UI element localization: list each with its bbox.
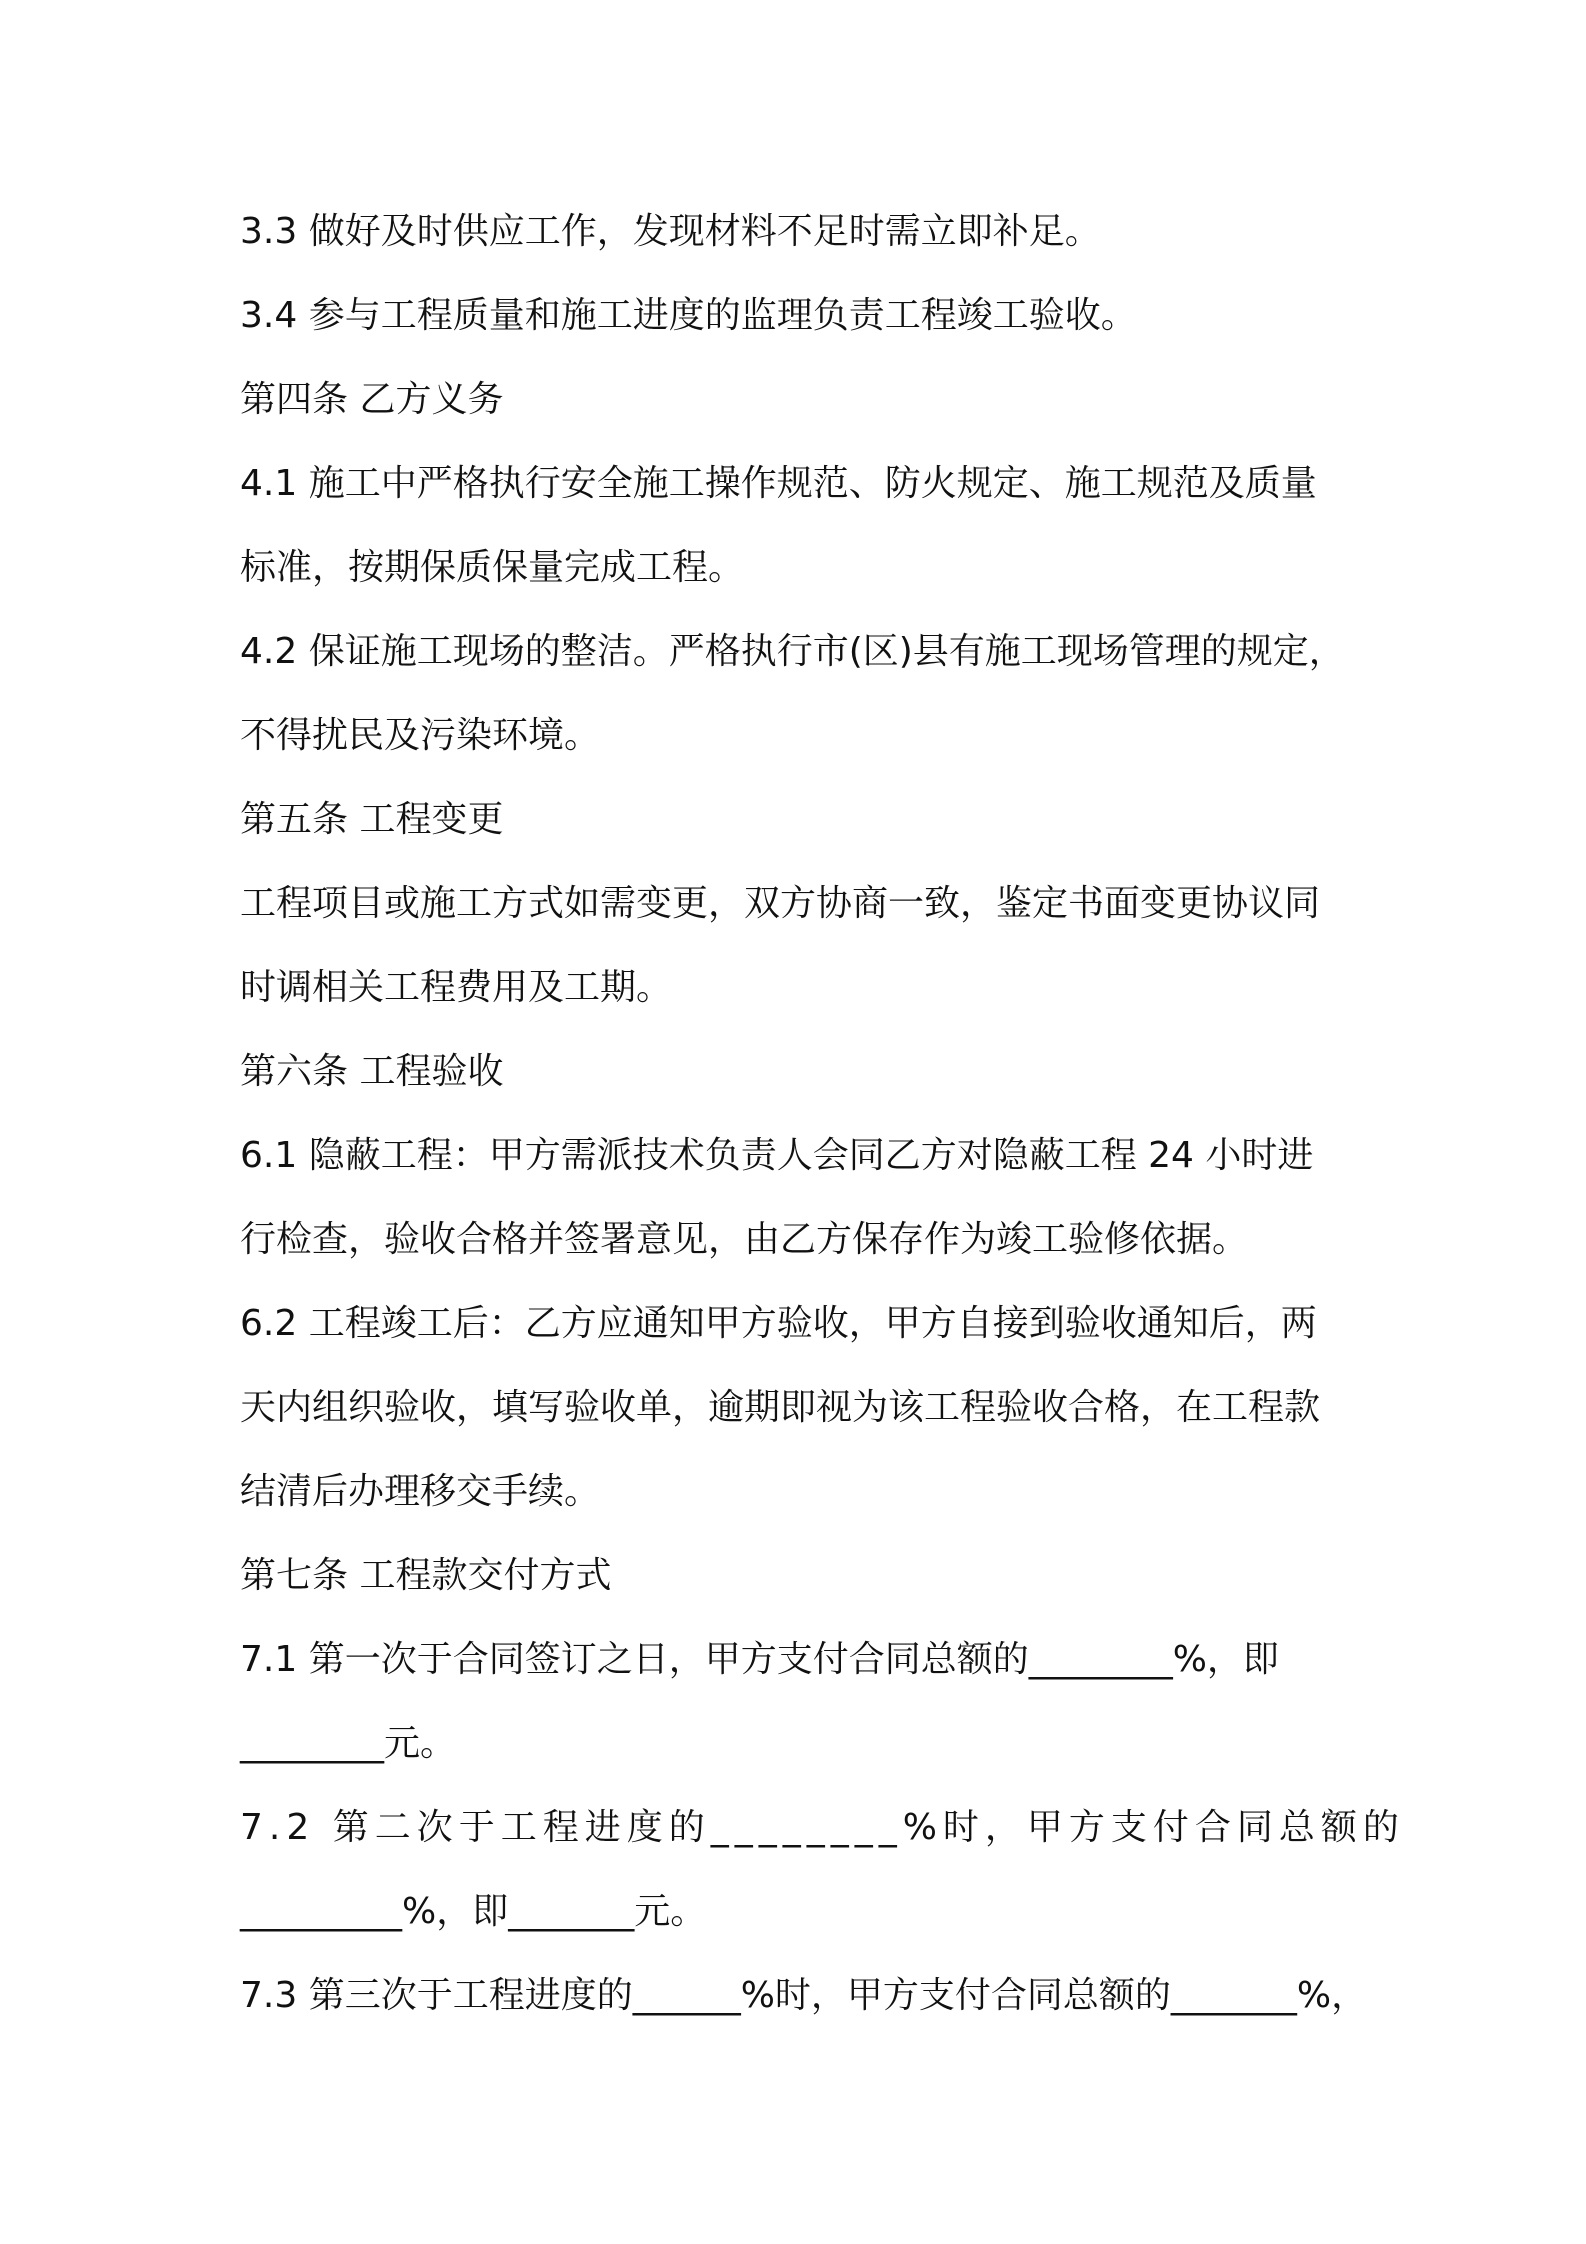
clause-7-1-line-2: ________元。: [240, 1723, 457, 1764]
article-7-heading: 第七条 工程款交付方式: [240, 1555, 612, 1596]
clause-7-2-line-2: _________%，即_______元。: [240, 1891, 707, 1932]
clause-6-2-line-3: 结清后办理移交手续。: [240, 1471, 601, 1512]
clause-7-3-line-1: 7.3 第三次于工程进度的______%时，甲方支付合同总额的_______%，: [240, 1975, 1368, 2016]
clause-3-4: 3.4 参与工程质量和施工进度的监理负责工程竣工验收。: [240, 295, 1137, 336]
article-5-line-1: 工程项目或施工方式如需变更，双方协商一致，鉴定书面变更协议同: [240, 883, 1321, 924]
clause-6-1-line-1: 6.1 隐蔽工程：甲方需派技术负责人会同乙方对隐蔽工程 24 小时进: [240, 1135, 1314, 1176]
clause-4-1-line-1: 4.1 施工中严格执行安全施工操作规范、防火规定、施工规范及质量: [240, 463, 1317, 504]
clause-6-1-line-2: 行检查，验收合格并签署意见，由乙方保存作为竣工验修依据。: [240, 1219, 1249, 1260]
clause-4-1-line-2: 标准，按期保质保量完成工程。: [240, 547, 745, 588]
article-5-line-2: 时调相关工程费用及工期。: [240, 967, 673, 1008]
clause-4-2-line-1: 4.2 保证施工现场的整洁。严格执行市(区)县有施工现场管理的规定，: [240, 631, 1345, 672]
article-6-heading: 第六条 工程验收: [240, 1051, 504, 1092]
clause-7-2-line-1: 7.2 第二次于工程进度的________%时，甲方支付合同总额的: [240, 1807, 1405, 1848]
clause-7-1-line-1: 7.1 第一次于合同签订之日，甲方支付合同总额的________%，即: [240, 1639, 1279, 1680]
clause-3-3: 3.3 做好及时供应工作，发现材料不足时需立即补足。: [240, 211, 1101, 252]
document-body: [240, 190, 1405, 2038]
clause-6-2-line-2: 天内组织验收，填写验收单，逾期即视为该工程验收合格，在工程款: [240, 1387, 1321, 1428]
article-5-heading: 第五条 工程变更: [240, 799, 504, 840]
clause-6-2-line-1: 6.2 工程竣工后：乙方应通知甲方验收，甲方自接到验收通知后，两: [240, 1303, 1317, 1344]
clause-4-2-line-2: 不得扰民及污染环境。: [240, 715, 601, 756]
article-4-heading: 第四条 乙方义务: [240, 379, 504, 420]
